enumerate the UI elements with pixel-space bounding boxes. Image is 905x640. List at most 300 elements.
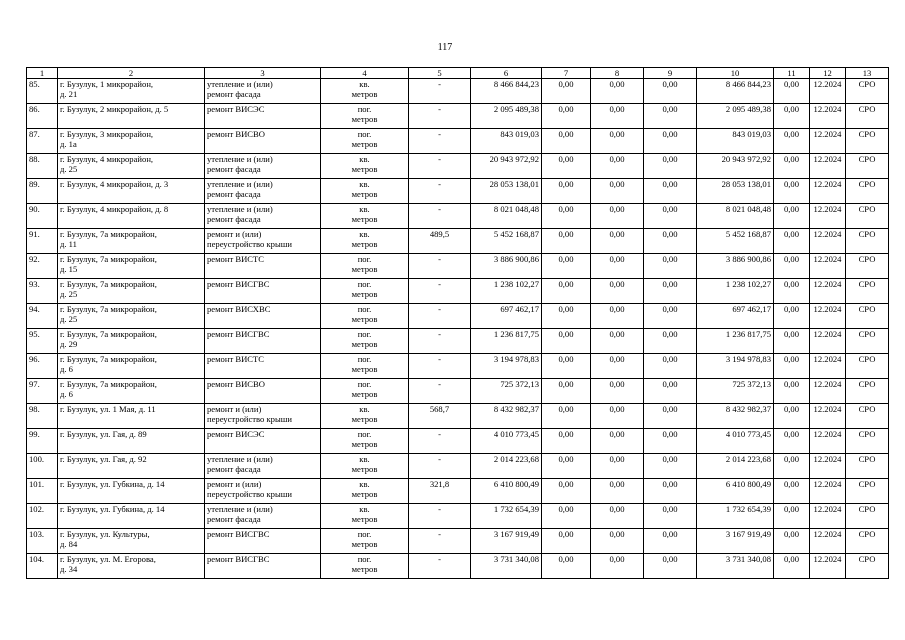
fund-cell: 0,00 — [774, 479, 810, 504]
method-cell: СРО — [846, 429, 889, 454]
unit-cell-line: метров — [351, 89, 378, 99]
fund-cell: 0,00 — [644, 354, 697, 379]
table-row — [27, 454, 889, 479]
work-type-cell-line: ремонт и (или) — [207, 404, 262, 414]
column-header: 12 — [810, 68, 846, 79]
fund-cell: 0,00 — [542, 179, 591, 204]
method-cell: СРО — [846, 304, 889, 329]
unit-cell-line: пог. — [357, 304, 372, 314]
capital-repair-table — [26, 67, 889, 579]
deadline-cell: 12.2024 — [810, 479, 846, 504]
fund-cell: 0,00 — [774, 529, 810, 554]
table-row — [27, 479, 889, 504]
owner-funds-cell: 1 238 102,27 — [697, 279, 774, 304]
work-type-cell — [205, 479, 321, 504]
fund-cell: 0,00 — [542, 304, 591, 329]
address-cell — [58, 79, 205, 104]
fund-cell: 0,00 — [644, 479, 697, 504]
total-cost-cell: 697 462,17 — [471, 304, 542, 329]
work-type-cell: ремонт ВИСГВС — [205, 529, 321, 554]
owner-funds-cell: 1 236 817,75 — [697, 329, 774, 354]
deadline-cell: 12.2024 — [810, 179, 846, 204]
unit-cell-line: метров — [351, 214, 378, 224]
owner-funds-cell: 1 732 654,39 — [697, 504, 774, 529]
unit-cell-line: метров — [351, 189, 378, 199]
address-cell — [58, 229, 205, 254]
address-cell-line: г. Бузулук, 3 микрорайон, — [60, 129, 154, 139]
fund-cell: 0,00 — [774, 154, 810, 179]
column-header: 13 — [846, 68, 889, 79]
total-cost-cell: 6 410 800,49 — [471, 479, 542, 504]
method-cell: СРО — [846, 154, 889, 179]
fund-cell: 0,00 — [542, 429, 591, 454]
work-type-cell-line: ремонт и (или) — [207, 479, 262, 489]
fund-cell: 0,00 — [591, 304, 644, 329]
volume-cell: - — [409, 254, 471, 279]
address-cell-line: г. Бузулук, ул. Культуры, — [60, 529, 150, 539]
total-cost-cell: 1 732 654,39 — [471, 504, 542, 529]
method-cell: СРО — [846, 229, 889, 254]
fund-cell: 0,00 — [542, 454, 591, 479]
row-number: 100. — [27, 454, 58, 479]
fund-cell: 0,00 — [542, 379, 591, 404]
fund-cell: 0,00 — [542, 154, 591, 179]
volume-cell: - — [409, 179, 471, 204]
fund-cell: 0,00 — [591, 329, 644, 354]
total-cost-cell: 3 167 919,49 — [471, 529, 542, 554]
deadline-cell: 12.2024 — [810, 379, 846, 404]
total-cost-cell: 8 466 844,23 — [471, 79, 542, 104]
work-type-cell: ремонт ВИСВО — [205, 379, 321, 404]
unit-cell-line: кв. — [359, 154, 370, 164]
owner-funds-cell: 8 021 048,48 — [697, 204, 774, 229]
deadline-cell: 12.2024 — [810, 454, 846, 479]
address-cell-line: д. 34 — [60, 564, 78, 574]
owner-funds-cell: 5 452 168,87 — [697, 229, 774, 254]
fund-cell: 0,00 — [774, 104, 810, 129]
row-number: 91. — [27, 229, 58, 254]
address-cell: г. Бузулук, ул. 1 Мая, д. 11 — [58, 404, 205, 429]
fund-cell: 0,00 — [542, 329, 591, 354]
row-number: 94. — [27, 304, 58, 329]
table-row — [27, 79, 889, 104]
fund-cell: 0,00 — [774, 79, 810, 104]
volume-cell: - — [409, 104, 471, 129]
total-cost-cell: 2 095 489,38 — [471, 104, 542, 129]
address-cell: г. Бузулук, ул. Гая, д. 89 — [58, 429, 205, 454]
fund-cell: 0,00 — [542, 254, 591, 279]
fund-cell: 0,00 — [591, 479, 644, 504]
work-type-cell: ремонт ВИСТС — [205, 354, 321, 379]
address-cell-line: г. Бузулук, 7а микрорайон, — [60, 304, 157, 314]
address-cell-line: д. 21 — [60, 89, 78, 99]
row-number: 92. — [27, 254, 58, 279]
unit-cell — [321, 404, 409, 429]
table-row — [27, 204, 889, 229]
method-cell: СРО — [846, 554, 889, 579]
work-type-cell-line: ремонт фасада — [207, 464, 261, 474]
row-number: 99. — [27, 429, 58, 454]
unit-cell-line: кв. — [359, 479, 370, 489]
work-type-cell-line: утепление и (или) — [207, 79, 273, 89]
unit-cell-line: метров — [351, 514, 378, 524]
row-number: 85. — [27, 79, 58, 104]
column-header: 7 — [542, 68, 591, 79]
unit-cell-line: пог. — [357, 554, 372, 564]
work-type-cell-line: ремонт фасада — [207, 89, 261, 99]
address-cell-line: д. 11 — [60, 239, 77, 249]
unit-cell — [321, 79, 409, 104]
unit-cell-line: пог. — [357, 279, 372, 289]
fund-cell: 0,00 — [542, 554, 591, 579]
fund-cell: 0,00 — [774, 429, 810, 454]
column-header: 9 — [644, 68, 697, 79]
page-number: 117 — [437, 42, 453, 53]
work-type-cell: ремонт ВИСЭС — [205, 429, 321, 454]
table-row — [27, 304, 889, 329]
fund-cell: 0,00 — [591, 154, 644, 179]
total-cost-cell: 3 194 978,83 — [471, 354, 542, 379]
method-cell: СРО — [846, 329, 889, 354]
total-cost-cell: 3 731 340,08 — [471, 554, 542, 579]
fund-cell: 0,00 — [542, 204, 591, 229]
owner-funds-cell: 20 943 972,92 — [697, 154, 774, 179]
address-cell-line: г. Бузулук, 4 микрорайон, — [60, 154, 154, 164]
work-type-cell: ремонт ВИСЭС — [205, 104, 321, 129]
fund-cell: 0,00 — [644, 379, 697, 404]
address-cell: г. Бузулук, ул. Гая, д. 92 — [58, 454, 205, 479]
fund-cell: 0,00 — [644, 229, 697, 254]
deadline-cell: 12.2024 — [810, 504, 846, 529]
method-cell: СРО — [846, 79, 889, 104]
volume-cell: - — [409, 504, 471, 529]
address-cell — [58, 254, 205, 279]
owner-funds-cell: 2 095 489,38 — [697, 104, 774, 129]
address-cell-line: д. 15 — [60, 264, 78, 274]
unit-cell — [321, 529, 409, 554]
column-header: 5 — [409, 68, 471, 79]
total-cost-cell: 1 236 817,75 — [471, 329, 542, 354]
fund-cell: 0,00 — [774, 504, 810, 529]
owner-funds-cell: 6 410 800,49 — [697, 479, 774, 504]
unit-cell-line: кв. — [359, 179, 370, 189]
owner-funds-cell: 3 194 978,83 — [697, 354, 774, 379]
table-row — [27, 154, 889, 179]
row-number: 102. — [27, 504, 58, 529]
unit-cell-line: метров — [351, 289, 378, 299]
deadline-cell: 12.2024 — [810, 404, 846, 429]
total-cost-cell: 4 010 773,45 — [471, 429, 542, 454]
work-type-cell-line: переустройство крыши — [207, 239, 292, 249]
total-cost-cell: 1 238 102,27 — [471, 279, 542, 304]
fund-cell: 0,00 — [591, 279, 644, 304]
fund-cell: 0,00 — [591, 454, 644, 479]
table-row — [27, 404, 889, 429]
column-header: 6 — [471, 68, 542, 79]
volume-cell: - — [409, 454, 471, 479]
total-cost-cell: 8 021 048,48 — [471, 204, 542, 229]
work-type-cell-line: утепление и (или) — [207, 504, 273, 514]
fund-cell: 0,00 — [644, 129, 697, 154]
deadline-cell: 12.2024 — [810, 304, 846, 329]
address-cell-line: д. 84 — [60, 539, 78, 549]
row-number: 93. — [27, 279, 58, 304]
address-cell-line: г. Бузулук, 7а микрорайон, — [60, 229, 157, 239]
deadline-cell: 12.2024 — [810, 79, 846, 104]
address-cell — [58, 379, 205, 404]
work-type-cell — [205, 204, 321, 229]
volume-cell: - — [409, 154, 471, 179]
address-cell-line: г. Бузулук, 7а микрорайон, — [60, 254, 157, 264]
total-cost-cell: 2 014 223,68 — [471, 454, 542, 479]
table-row — [27, 229, 889, 254]
owner-funds-cell: 8 466 844,23 — [697, 79, 774, 104]
work-type-cell: ремонт ВИСГВС — [205, 329, 321, 354]
fund-cell: 0,00 — [644, 504, 697, 529]
fund-cell: 0,00 — [591, 529, 644, 554]
method-cell: СРО — [846, 254, 889, 279]
table-row — [27, 529, 889, 554]
address-cell — [58, 154, 205, 179]
unit-cell — [321, 179, 409, 204]
address-cell-line: д. 1а — [60, 139, 77, 149]
volume-cell: 568,7 — [409, 404, 471, 429]
work-type-cell: ремонт ВИСГВС — [205, 554, 321, 579]
unit-cell — [321, 554, 409, 579]
owner-funds-cell: 28 053 138,01 — [697, 179, 774, 204]
unit-cell-line: метров — [351, 414, 378, 424]
deadline-cell: 12.2024 — [810, 529, 846, 554]
unit-cell-line: кв. — [359, 504, 370, 514]
address-cell-line: г. Бузулук, 7а микрорайон, — [60, 379, 157, 389]
method-cell: СРО — [846, 404, 889, 429]
deadline-cell: 12.2024 — [810, 554, 846, 579]
fund-cell: 0,00 — [774, 129, 810, 154]
row-number: 98. — [27, 404, 58, 429]
unit-cell-line: метров — [351, 489, 378, 499]
deadline-cell: 12.2024 — [810, 129, 846, 154]
unit-cell — [321, 429, 409, 454]
work-type-cell-line: переустройство крыши — [207, 414, 292, 424]
address-cell — [58, 129, 205, 154]
fund-cell: 0,00 — [644, 329, 697, 354]
fund-cell: 0,00 — [644, 279, 697, 304]
row-number: 96. — [27, 354, 58, 379]
unit-cell — [321, 354, 409, 379]
fund-cell: 0,00 — [644, 104, 697, 129]
fund-cell: 0,00 — [644, 154, 697, 179]
unit-cell — [321, 379, 409, 404]
unit-cell-line: пог. — [357, 129, 372, 139]
work-type-cell — [205, 404, 321, 429]
unit-cell-line: кв. — [359, 229, 370, 239]
fund-cell: 0,00 — [591, 129, 644, 154]
fund-cell: 0,00 — [591, 379, 644, 404]
work-type-cell-line: ремонт и (или) — [207, 229, 262, 239]
address-cell-line: г. Бузулук, ул. М. Егорова, — [60, 554, 156, 564]
unit-cell-line: метров — [351, 439, 378, 449]
volume-cell: - — [409, 329, 471, 354]
column-header: 8 — [591, 68, 644, 79]
work-type-cell-line: утепление и (или) — [207, 454, 273, 464]
row-number: 89. — [27, 179, 58, 204]
row-number: 97. — [27, 379, 58, 404]
unit-cell — [321, 104, 409, 129]
column-header: 1 — [27, 68, 58, 79]
unit-cell-line: кв. — [359, 404, 370, 414]
method-cell: СРО — [846, 479, 889, 504]
address-cell-line: д. 25 — [60, 314, 78, 324]
address-cell-line: д. 25 — [60, 289, 78, 299]
fund-cell: 0,00 — [591, 229, 644, 254]
deadline-cell: 12.2024 — [810, 104, 846, 129]
row-number: 101. — [27, 479, 58, 504]
owner-funds-cell: 725 372,13 — [697, 379, 774, 404]
method-cell: СРО — [846, 354, 889, 379]
table-row — [27, 129, 889, 154]
method-cell: СРО — [846, 104, 889, 129]
fund-cell: 0,00 — [542, 529, 591, 554]
unit-cell — [321, 254, 409, 279]
work-type-cell-line: ремонт фасада — [207, 214, 261, 224]
fund-cell: 0,00 — [774, 229, 810, 254]
owner-funds-cell: 3 886 900,86 — [697, 254, 774, 279]
unit-cell-line: метров — [351, 139, 378, 149]
table-row — [27, 254, 889, 279]
address-cell-line: д. 6 — [60, 389, 73, 399]
owner-funds-cell: 2 014 223,68 — [697, 454, 774, 479]
column-header: 2 — [58, 68, 205, 79]
method-cell: СРО — [846, 504, 889, 529]
work-type-cell — [205, 229, 321, 254]
work-type-cell-line: ремонт фасада — [207, 164, 261, 174]
method-cell: СРО — [846, 204, 889, 229]
total-cost-cell: 28 053 138,01 — [471, 179, 542, 204]
volume-cell: - — [409, 354, 471, 379]
volume-cell: - — [409, 379, 471, 404]
unit-cell-line: метров — [351, 114, 378, 124]
unit-cell-line: метров — [351, 364, 378, 374]
fund-cell: 0,00 — [774, 329, 810, 354]
table-body — [27, 79, 889, 579]
total-cost-cell: 843 019,03 — [471, 129, 542, 154]
fund-cell: 0,00 — [644, 79, 697, 104]
table-row — [27, 179, 889, 204]
fund-cell: 0,00 — [542, 404, 591, 429]
deadline-cell: 12.2024 — [810, 229, 846, 254]
address-cell — [58, 304, 205, 329]
work-type-cell-line: ремонт фасада — [207, 189, 261, 199]
deadline-cell: 12.2024 — [810, 429, 846, 454]
address-cell — [58, 554, 205, 579]
address-cell-line: д. 6 — [60, 364, 73, 374]
row-number: 88. — [27, 154, 58, 179]
work-type-cell — [205, 79, 321, 104]
address-cell — [58, 329, 205, 354]
unit-cell-line: метров — [351, 339, 378, 349]
owner-funds-cell: 4 010 773,45 — [697, 429, 774, 454]
fund-cell: 0,00 — [774, 454, 810, 479]
address-cell-line: г. Бузулук, 7а микрорайон, — [60, 279, 157, 289]
deadline-cell: 12.2024 — [810, 154, 846, 179]
unit-cell-line: кв. — [359, 204, 370, 214]
unit-cell — [321, 279, 409, 304]
address-cell: г. Бузулук, ул. Губкина, д. 14 — [58, 479, 205, 504]
fund-cell: 0,00 — [644, 454, 697, 479]
table-row — [27, 279, 889, 304]
fund-cell: 0,00 — [542, 354, 591, 379]
fund-cell: 0,00 — [542, 104, 591, 129]
table-row — [27, 379, 889, 404]
fund-cell: 0,00 — [774, 304, 810, 329]
total-cost-cell: 5 452 168,87 — [471, 229, 542, 254]
fund-cell: 0,00 — [591, 354, 644, 379]
unit-cell — [321, 454, 409, 479]
fund-cell: 0,00 — [774, 354, 810, 379]
column-header: 3 — [205, 68, 321, 79]
fund-cell: 0,00 — [542, 129, 591, 154]
row-number: 86. — [27, 104, 58, 129]
address-cell-line: г. Бузулук, 7а микрорайон, — [60, 354, 157, 364]
volume-cell: 489,5 — [409, 229, 471, 254]
unit-cell-line: пог. — [357, 329, 372, 339]
unit-cell — [321, 504, 409, 529]
fund-cell: 0,00 — [591, 179, 644, 204]
table-row — [27, 104, 889, 129]
fund-cell: 0,00 — [644, 429, 697, 454]
unit-cell — [321, 479, 409, 504]
unit-cell-line: пог. — [357, 254, 372, 264]
method-cell: СРО — [846, 379, 889, 404]
fund-cell: 0,00 — [644, 304, 697, 329]
address-cell: г. Бузулук, ул. Губкина, д. 14 — [58, 504, 205, 529]
unit-cell-line: кв. — [359, 79, 370, 89]
fund-cell: 0,00 — [774, 204, 810, 229]
deadline-cell: 12.2024 — [810, 204, 846, 229]
owner-funds-cell: 697 462,17 — [697, 304, 774, 329]
unit-cell-line: метров — [351, 164, 378, 174]
owner-funds-cell: 843 019,03 — [697, 129, 774, 154]
fund-cell: 0,00 — [774, 279, 810, 304]
column-header: 10 — [697, 68, 774, 79]
fund-cell: 0,00 — [542, 79, 591, 104]
work-type-cell-line: утепление и (или) — [207, 179, 273, 189]
method-cell: СРО — [846, 279, 889, 304]
method-cell: СРО — [846, 454, 889, 479]
unit-cell-line: метров — [351, 239, 378, 249]
work-type-cell — [205, 454, 321, 479]
address-cell: г. Бузулук, 4 микрорайон, д. 8 — [58, 204, 205, 229]
unit-cell — [321, 129, 409, 154]
work-type-cell: ремонт ВИСГВС — [205, 279, 321, 304]
total-cost-cell: 3 886 900,86 — [471, 254, 542, 279]
fund-cell: 0,00 — [591, 429, 644, 454]
table-row — [27, 354, 889, 379]
fund-cell: 0,00 — [591, 204, 644, 229]
deadline-cell: 12.2024 — [810, 279, 846, 304]
fund-cell: 0,00 — [774, 554, 810, 579]
total-cost-cell: 8 432 982,37 — [471, 404, 542, 429]
volume-cell: - — [409, 129, 471, 154]
deadline-cell: 12.2024 — [810, 354, 846, 379]
row-number: 95. — [27, 329, 58, 354]
work-type-cell: ремонт ВИСТС — [205, 254, 321, 279]
work-type-cell: ремонт ВИСВО — [205, 129, 321, 154]
unit-cell-line: метров — [351, 389, 378, 399]
column-number-row — [27, 68, 889, 79]
fund-cell: 0,00 — [542, 279, 591, 304]
unit-cell-line: пог. — [357, 379, 372, 389]
